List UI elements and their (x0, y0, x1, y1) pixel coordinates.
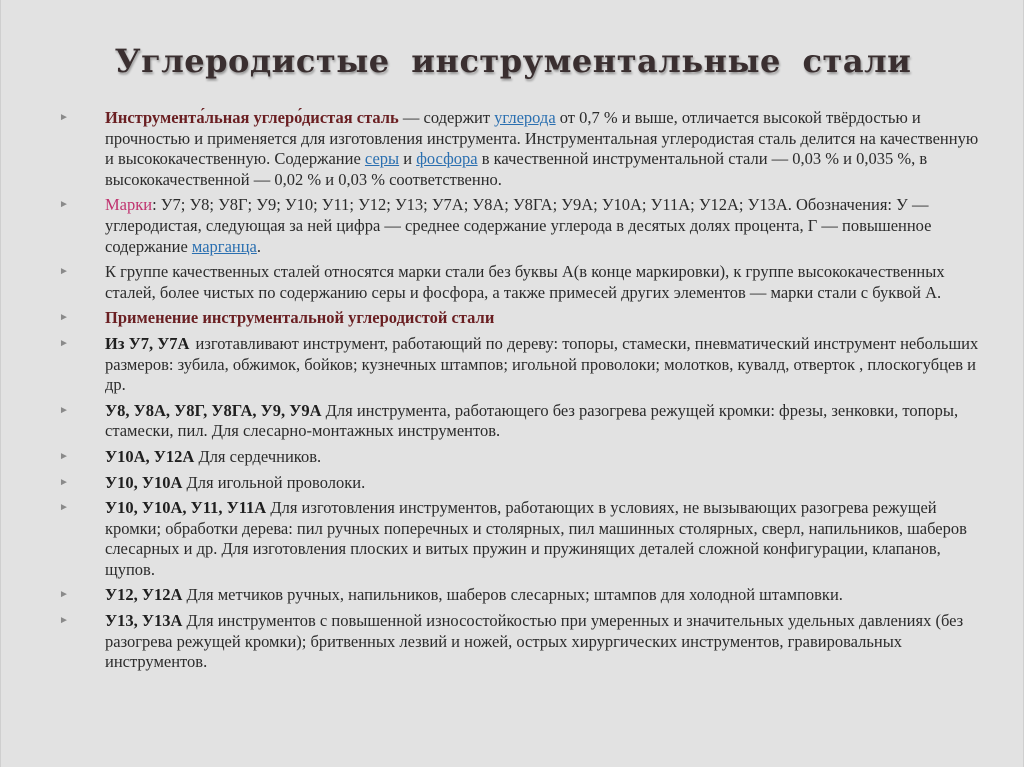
bullet-arrow-icon: ► (59, 404, 69, 416)
grade-label: У10, У10А (105, 472, 183, 492)
grade-label: У10, У10А, У11, У11А (105, 498, 267, 518)
list-item-u7 (59, 334, 989, 396)
list-item-u12 (59, 585, 989, 606)
bullet-arrow-icon: ► (59, 589, 69, 601)
bullet-arrow-icon: ► (59, 337, 69, 349)
grade-label: Из У7, У7А (105, 333, 190, 353)
slide-title: Углеродистые инструментальные стали (114, 42, 912, 80)
text-segment: Для сердечников. (194, 446, 322, 466)
list-item-u10 (59, 473, 989, 494)
term-definition: Инструмента́льная углеро́дистая сталь (105, 108, 399, 127)
bullet-arrow-icon: ► (59, 266, 69, 278)
bullet-arrow-icon: ► (59, 476, 69, 488)
link-phosphorus[interactable]: фосфора (416, 149, 478, 169)
list-item-quality-groups (59, 262, 989, 303)
text-segment: Для изготовления инструментов, работающих в условиях, не вызывающих разогрева режущей кромки; обработки дерева: пил ручных поперечных и столярных, пил машинных столярных, сверл, напильников, шаберов слесарных и др. Для изготовления плоских и витых пружин и пружинящих деталей сложной конфигурации, клапанов, щупов. (105, 498, 967, 579)
bullet-arrow-icon: ► (59, 199, 69, 211)
link-manganese[interactable]: марганца (191, 236, 257, 256)
grade-label: У10А, У12А (105, 446, 195, 466)
text-segment: Для инструмента, работающего без разогрева режущей кромки: фрезы, зенковки, топоры, стамески, пил. Для слесарно-монтажных инструментов. (105, 400, 959, 441)
bullet-list (59, 108, 989, 678)
text-segment: в качественной инструментальной стали — 0,03 % и 0,035 %, в высококачественной — 0,02 % и 0,03 % соответственно. (105, 149, 928, 189)
bullet-arrow-icon: ► (59, 502, 69, 514)
term-grades: Марки (105, 195, 153, 215)
bullet-arrow-icon: ► (59, 615, 69, 627)
grade-label: У8, У8А, У8Г, У8ГА, У9, У9А (105, 400, 322, 420)
link-sulfur[interactable]: серы (364, 149, 400, 169)
list-item-grades (59, 195, 989, 257)
text-segment: Для метчиков ручных, напильников, шаберов слесарных; штампов для холодной штамповки. (182, 585, 843, 605)
bullet-arrow-icon: ► (59, 450, 69, 462)
text-segment: Для игольной проволоки. (182, 472, 366, 492)
list-item-u10-u11 (59, 498, 989, 580)
text-segment: от 0,7 % и выше, отличается высокой твёрдостью и прочностью и применяется для изготовления инструмента. Инструментальная углеродистая сталь делится на качественную и высококачественную. Содержание (105, 108, 979, 169)
text-segment: и (399, 149, 417, 169)
text-segment: К группе качественных сталей относятся марки стали без буквы А(в конце маркировки), к группе высококачественных сталей, более чистых по содержанию серы и фосфора, а также примесей других элементов — марки стали с буквой А. (105, 262, 945, 302)
list-item-u13 (59, 611, 989, 673)
text-segment: — содержит (398, 108, 495, 127)
link-carbon[interactable]: углерода (494, 108, 556, 127)
text-segment: . (256, 236, 262, 256)
list-item-application-heading (59, 308, 989, 329)
bullet-arrow-icon: ► (59, 112, 69, 123)
section-heading: Применение инструментальной углеродистой стали (105, 308, 495, 328)
text-segment: изготавливают инструмент, работающий по дереву: топоры, стамески, пневматический инструмент небольших размеров: зубила, обжимок, бойков; кузнечных штампов; игольной проволоки; молотков, кувалд, отверток , плоскогубцев и др. (105, 333, 979, 395)
list-item-definition (59, 108, 989, 190)
grade-label: У13, У13А (105, 611, 183, 631)
text-segment: : У7; У8; У8Г; У9; У10; У11; У12; У13; У7А; У8А; У8ГА; У9А; У10А; У11А; У12А; У13А. Обозначения: У — углеродистая, следующая за ней цифра — среднее содержание углерода в десятых долях процента, Г — повышенное содержание (105, 195, 932, 256)
bullet-arrow-icon: ► (59, 312, 69, 324)
text-segment: Для инструментов с повышенной износостойкостью при умеренных и значительных удельных давлениях (без разогрева режущей кромки); бритвенных лезвий и ножей, острых хирургических инструментов, гравировальных инструментов. (105, 611, 964, 672)
list-item-u8 (59, 401, 989, 442)
grade-label: У12, У12А (105, 585, 183, 605)
list-item-u10a-u12a (59, 447, 989, 468)
